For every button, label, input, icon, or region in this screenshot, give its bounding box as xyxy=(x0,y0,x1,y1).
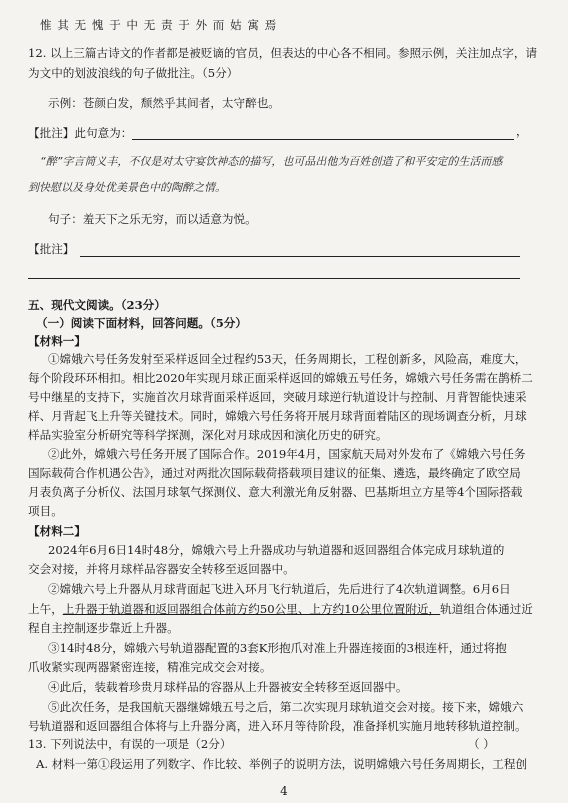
m1-line: 月表负离子分析仪、法国月球氡气探测仪、意大利激光角反射器、巴基斯坦立方星等4个国际搭载 xyxy=(28,485,523,499)
m2-line: 爪收紧实现两器紧密连接，精准完成交会对接。 xyxy=(28,660,272,674)
m2-line: 交会对接，并将月球样品容器安全转移至返回器中。 xyxy=(28,562,295,576)
m2-line: 号轨道器和返回器组合体将与上升器分离，进入环月等待阶段，准备择机实施月地转移轨道控制。 xyxy=(28,719,527,733)
q12-line2: 为文中的划波浪线的句子做批注。（5分） xyxy=(28,66,239,80)
m1-line: 样品实验室分析研究等科学探测，深化对月球成因和演化历史的研究。 xyxy=(28,428,388,442)
handwritten-note-line2: 到快慰以及身处优美景色中的陶醉之情。 xyxy=(28,181,226,194)
example-note-label: 【批注】此句意为： xyxy=(28,126,133,140)
q12-line1: 12. 以上三篇古诗文的作者都是被贬谪的官员，但表达的中心各不相同。参照示例，关注加点字，请 xyxy=(28,46,538,60)
material1-label: 【材料一】 xyxy=(28,334,86,348)
m2-line: ⑤此次任务，是我国航天器继嫦娥五号之后，第二次实现月球轨道交会对接。接下来，嫦娥六 xyxy=(48,700,524,714)
section5-title: 五、现代文阅读。（23分） xyxy=(28,298,166,312)
sentence-note-fill-line-2 xyxy=(28,278,520,279)
q13-answer-paren: （ ） xyxy=(468,737,495,751)
section5-sub1: （一）阅读下面材料，回答问题。（5分） xyxy=(36,316,247,330)
m1-line: 样、月背起飞上升等关键技术。同时，嫦娥六号任务将开展月球背面着陆区的现场调查分析，月球 xyxy=(28,409,527,423)
m2-line: ③14时48分，嫦娥六号轨道器配置的3套K形抱爪对准上升器连接面的3根连杆，通过将抱 xyxy=(48,641,507,655)
q13-stem: 13. 下列说法中，有误的一项是（2分） xyxy=(28,737,232,751)
m2-line-underlined: 上升器于轨道器和返回器组合体前方约50公里、上方约10公里位置附近， xyxy=(62,602,441,616)
sentence-note-fill-line xyxy=(80,256,520,257)
m1-line: 每个阶段环环相扣。相比2020年实现月球正面采样返回的嫦娥五号任务，嫦娥六号任务需在鹊桥二 xyxy=(28,371,533,385)
sentence-label: 句子：羞天下之乐无穷，而以适意为悦。 xyxy=(48,212,257,226)
m1-line: 项目。 xyxy=(28,504,63,518)
m2-line: 程自主控制逐步靠近上升器。 xyxy=(28,621,179,635)
handwritten-note-line1: “醉”字言简义丰，不仅是对太守宴饮神态的描写，也可品出他为百姓创造了和平安定的生活而感 xyxy=(40,155,503,168)
m2-line: ②嫦娥六号上升器从月球背面起飞进入环月飞行轨道后，先后进行了4次轨道调整。6月6日 xyxy=(48,582,511,596)
m1-line: ①嫦娥六号任务发射至采样返回全过程约53天，任务周期长，工程创新多，风险高，难度大， xyxy=(48,352,527,366)
m2-line-underlined-row xyxy=(28,602,550,617)
q13-option-a: A. 材料一第①段运用了列数字、作比较、举例子的说明方法，说明嫦娥六号任务周期长，工程创 xyxy=(36,757,528,771)
page-number: 4 xyxy=(280,784,288,798)
m1-line: 号中继星的支持下，实施首次月球背面采样返回，突破月球逆行轨道设计与控制、月背智能快速采 xyxy=(28,390,527,404)
m2-line: ④此后，装载着珍贵月球样品的容器从上升器被安全转移至返回器中。 xyxy=(48,680,408,694)
material2-label: 【材料二】 xyxy=(28,524,86,538)
example-label: 示例：苍颜白发，颓然乎其间者，太守醉也。 xyxy=(48,96,280,110)
m2-line-prefix: 上午， xyxy=(28,602,63,616)
m1-line: 国际载荷合作机遇公告》，通过对两批次国际载荷搭载项目建议的征集、遴选，最终确定了欧空局 xyxy=(28,466,521,480)
m2-line-suffix: 轨道组合体通过近 xyxy=(440,602,533,616)
top-line: 惟 其 无 愧 于 中 无 责 于 外 而 姑 寓 焉 xyxy=(40,18,278,32)
example-note-fill-line xyxy=(132,139,514,140)
sentence-note-label: 【批注】 xyxy=(28,242,75,256)
m1-line: ②此外，嫦娥六号任务开展了国际合作。2019年4月，国家航天局对外发布了《嫦娥六号任务 xyxy=(48,447,526,461)
example-note-end: ， xyxy=(516,124,528,138)
m2-line: 2024年6月6日14时48分，嫦娥六号上升器成功与轨道器和返回器组合体完成月球轨道的 xyxy=(48,543,505,557)
